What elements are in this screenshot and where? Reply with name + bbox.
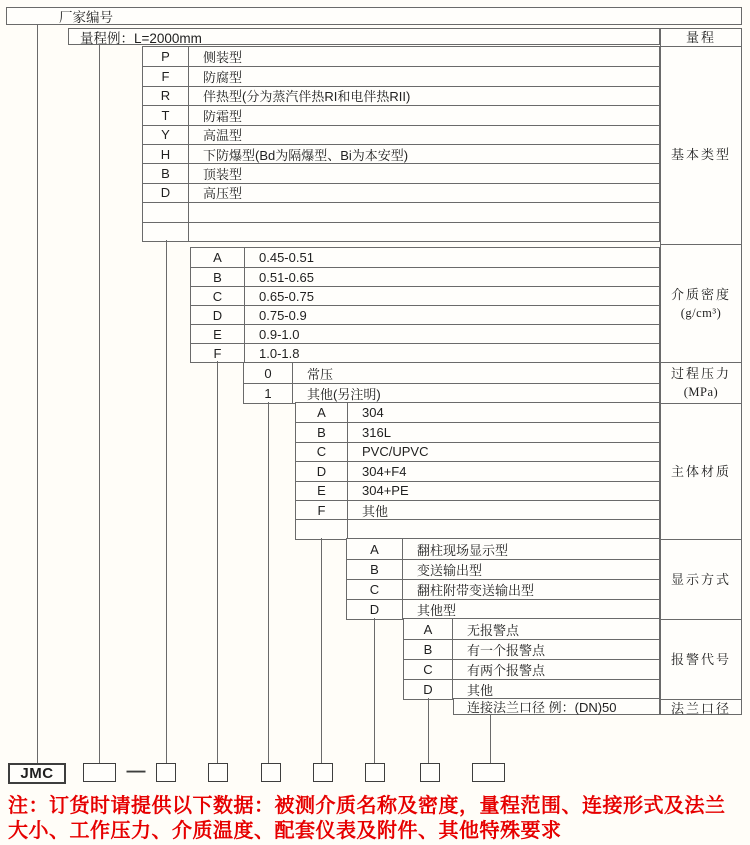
connector-line [166, 240, 167, 763]
model-code-box [261, 763, 281, 782]
table-row [143, 163, 659, 182]
flange-size-text: 连接法兰口径 例：(DN)50 [467, 700, 617, 715]
description-cell [189, 203, 659, 221]
description-cell: 1.0-1.8 [259, 345, 300, 361]
table-row [143, 125, 659, 144]
table-row [296, 422, 659, 441]
alarm-code-table [403, 618, 660, 700]
description-cell: 防腐型 [203, 70, 243, 86]
flange-size-row [453, 698, 660, 715]
table-row [404, 679, 659, 699]
table-row [296, 481, 659, 500]
table-row [191, 324, 659, 343]
table-row [143, 66, 659, 85]
model-code-box [365, 763, 385, 782]
table-row [296, 403, 659, 422]
table-row [143, 144, 659, 163]
table-row [244, 363, 659, 383]
code-cell [296, 520, 348, 538]
table-row [347, 579, 659, 599]
code-cell: F [296, 501, 348, 519]
code-cell: B [347, 560, 403, 579]
code-cell: A [404, 619, 453, 639]
table-row [347, 539, 659, 559]
description-cell: 高温型 [203, 128, 243, 144]
table-row [296, 519, 659, 538]
code-cell: F [191, 344, 245, 362]
description-cell: 防霜型 [203, 108, 243, 124]
description-cell: 伴热型(分为蒸汽伴热RI和电伴热RII) [203, 89, 411, 105]
code-cell: C [347, 580, 403, 599]
description-cell: 翻柱现场显示型 [417, 542, 509, 558]
order-note-line-2: 大小、工作压力、介质温度、配套仪表及附件、其他特殊要求 [8, 820, 562, 842]
description-cell: 其他 [362, 503, 389, 519]
category-label-text: 报警代号 [670, 652, 731, 667]
display-mode-table [346, 538, 660, 620]
description-cell: 高压型 [203, 186, 243, 202]
category-label-unit: (g/cm³) [680, 305, 722, 320]
connector-line [428, 698, 429, 763]
code-cell: P [143, 47, 189, 66]
table-row [404, 659, 659, 679]
category-label-text: 基本类型 [670, 146, 731, 162]
factory-number-label: 厂家编号 [59, 10, 113, 25]
table-row [244, 383, 659, 403]
table-row [347, 559, 659, 579]
code-cell: Y [143, 126, 189, 144]
code-cell: B [404, 640, 453, 659]
description-cell: 下防爆型(Bd为隔爆型、Bi为本安型) [203, 147, 409, 163]
code-cell: A [296, 403, 348, 422]
code-cell: 0 [244, 363, 293, 383]
code-cell: B [143, 164, 189, 182]
category-label-text: 主体材质 [670, 464, 731, 479]
category-label [661, 362, 741, 403]
model-code-box [156, 763, 176, 782]
order-note [8, 794, 746, 844]
category-label-column [660, 28, 742, 715]
code-cell: A [347, 539, 403, 559]
category-label-text: 过程压力 [670, 366, 731, 381]
description-cell: 变送输出型 [417, 563, 483, 578]
process-pressure-table [243, 362, 660, 404]
category-label [661, 699, 741, 716]
medium-density-table [190, 247, 660, 363]
description-cell: 0.45-0.51 [259, 250, 314, 265]
table-row [143, 105, 659, 124]
description-cell: 翻柱附带变送输出型 [417, 583, 535, 598]
category-label-unit: (MPa) [683, 385, 719, 399]
code-cell: C [191, 287, 245, 305]
description-cell: 0.51-0.65 [259, 269, 314, 285]
category-label-text: 量程 [685, 30, 716, 45]
code-cell: D [347, 600, 403, 619]
code-cell: B [296, 423, 348, 441]
connector-line [99, 45, 100, 763]
description-cell: 其他(另注明) [307, 387, 381, 402]
table-row [143, 183, 659, 202]
model-prefix-box: JMC [8, 763, 66, 784]
body-material-table [295, 402, 660, 540]
code-cell: 1 [244, 384, 293, 403]
code-cell: E [296, 482, 348, 500]
description-cell: 其他型 [417, 603, 457, 618]
code-cell: H [143, 145, 189, 163]
code-cell: A [191, 248, 245, 267]
description-cell: 0.9-1.0 [259, 326, 300, 342]
description-cell: 304+F4 [362, 463, 407, 479]
table-row [191, 305, 659, 324]
description-cell [348, 520, 659, 538]
connector-line [37, 24, 38, 763]
connector-line [217, 361, 218, 763]
connector-line [374, 618, 375, 763]
category-label [661, 244, 741, 362]
description-cell: 常压 [307, 366, 334, 382]
model-code-box [472, 763, 505, 782]
model-code-box [420, 763, 440, 782]
description-cell: 顶装型 [203, 167, 243, 183]
table-row [191, 267, 659, 286]
table-row [191, 248, 659, 267]
description-cell: 0.75-0.9 [259, 307, 307, 323]
code-cell: D [191, 306, 245, 324]
table-row [143, 202, 659, 221]
table-row [191, 286, 659, 305]
description-cell: 其他 [467, 683, 494, 698]
category-label [661, 46, 741, 261]
table-row [404, 639, 659, 659]
table-row [347, 599, 659, 619]
code-cell: T [143, 106, 189, 124]
model-code-box [313, 763, 333, 782]
description-cell: PVC/UPVC [362, 444, 429, 460]
model-code-box [83, 763, 116, 782]
code-cell: C [404, 660, 453, 679]
table-row [296, 442, 659, 461]
code-cell: D [404, 680, 453, 699]
description-cell: 316L [362, 425, 391, 441]
table-row [191, 343, 659, 362]
connector-line [490, 715, 491, 763]
category-label [661, 29, 741, 46]
connector-line [321, 538, 322, 763]
code-cell: F [143, 67, 189, 85]
code-cell: R [143, 87, 189, 105]
model-code-box [208, 763, 228, 782]
description-cell [189, 223, 659, 241]
category-label-text: 显示方式 [670, 572, 731, 587]
table-row [143, 47, 659, 66]
description-cell: 有两个报警点 [467, 663, 546, 678]
code-cell: B [191, 268, 245, 286]
category-label [661, 403, 741, 539]
table-row [296, 500, 659, 519]
range-example-text: 量程例：L=2000mm [80, 30, 202, 46]
table-row [404, 619, 659, 639]
code-cell: D [143, 184, 189, 202]
factory-number-box [6, 7, 742, 25]
description-cell: 无报警点 [467, 622, 520, 638]
order-note-line-1: 注：订货时请提供以下数据：被测介质名称及密度，量程范围、连接形式及法兰 [8, 795, 726, 817]
description-cell: 0.65-0.75 [259, 288, 314, 304]
code-cell: E [191, 325, 245, 343]
description-cell: 有一个报警点 [467, 643, 546, 658]
range-example-row [68, 28, 660, 45]
category-label [661, 619, 741, 699]
category-label-text: 法兰口径 [670, 700, 731, 716]
table-row [143, 222, 659, 241]
code-cell [143, 223, 189, 241]
separator-dash: — [126, 760, 146, 782]
code-cell: C [296, 443, 348, 461]
description-cell: 侧装型 [203, 50, 243, 66]
table-row [296, 461, 659, 480]
code-cell: D [296, 462, 348, 480]
category-label-text: 介质密度 [670, 286, 731, 302]
connector-line [268, 402, 269, 763]
category-label [661, 539, 741, 619]
description-cell: 304+PE [362, 483, 409, 499]
description-cell: 304 [362, 405, 384, 421]
code-cell [143, 203, 189, 221]
basic-type-table [142, 46, 660, 242]
table-row [143, 86, 659, 105]
